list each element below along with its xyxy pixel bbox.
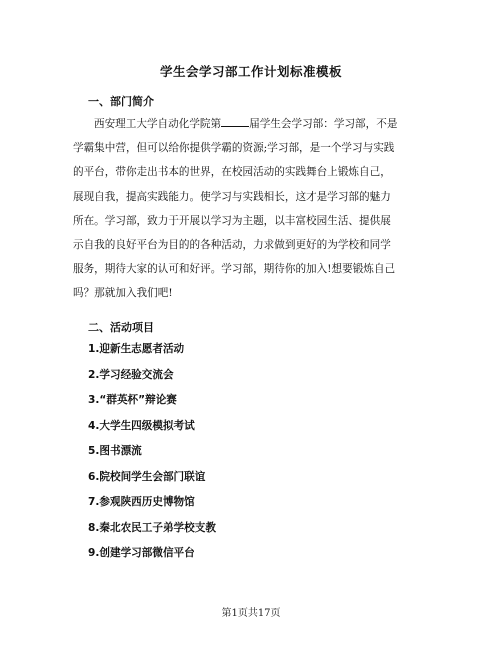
- list-item: 1.迎新生志愿者活动: [88, 343, 185, 355]
- list-item: 6.院校间学生会部门联谊: [88, 470, 206, 483]
- blank-underline: [221, 115, 249, 127]
- paragraph-line: 西安理工大学自动化学院第 届学生会学习部：学习部，不是: [73, 112, 427, 136]
- list-item: 8.秦北农民工子弟学校支教: [88, 521, 216, 534]
- paragraph-line: 吗？那就加入我们吧!: [73, 287, 173, 300]
- paragraph-line: 所在。学习部，致力于开展以学习为主题，以丰富校园生活、提供展: [73, 214, 391, 227]
- list-item: 7.参观陕西历史博物馆: [88, 496, 195, 508]
- list-item: 2.学习经验交流会: [88, 368, 174, 381]
- list-item: 9.创建学习部微信平台: [88, 547, 195, 559]
- document-title: 学生会学习部工作计划标准模板: [159, 64, 342, 79]
- paragraph-line: 学霸集中营，但可以给你提供学霸的资源;学习部，是一个学习与实践: [73, 142, 395, 155]
- section-heading-department-intro: 一、部门简介: [88, 95, 154, 108]
- activity-list: [88, 342, 216, 572]
- list-item: 5.图书漂流: [88, 445, 142, 457]
- paragraph-line: 服务，期待大家的认可和好评。学习部，期待你的加入!想要锻炼自己: [73, 263, 396, 276]
- paragraph-line: 示自我的良好平台为目的的各种活动，力求做到更好的为学校和同学: [73, 239, 391, 252]
- page-footer: 第1页共17页: [221, 608, 281, 619]
- department-intro-paragraph: [73, 112, 427, 306]
- paragraph-line: 的平台，带你走出书本的世界，在校园活动的实践舞台上锻炼自己，: [73, 166, 391, 179]
- list-item: 3.“群英杯”辩论赛: [88, 394, 177, 406]
- section-heading-activities: 二、活动项目: [88, 321, 154, 334]
- list-item: 4.大学生四级模拟考试: [88, 419, 195, 432]
- paragraph-line: 展现自我，提高实践能力。使学习与实践相长，这才是学习部的魅力: [73, 190, 391, 203]
